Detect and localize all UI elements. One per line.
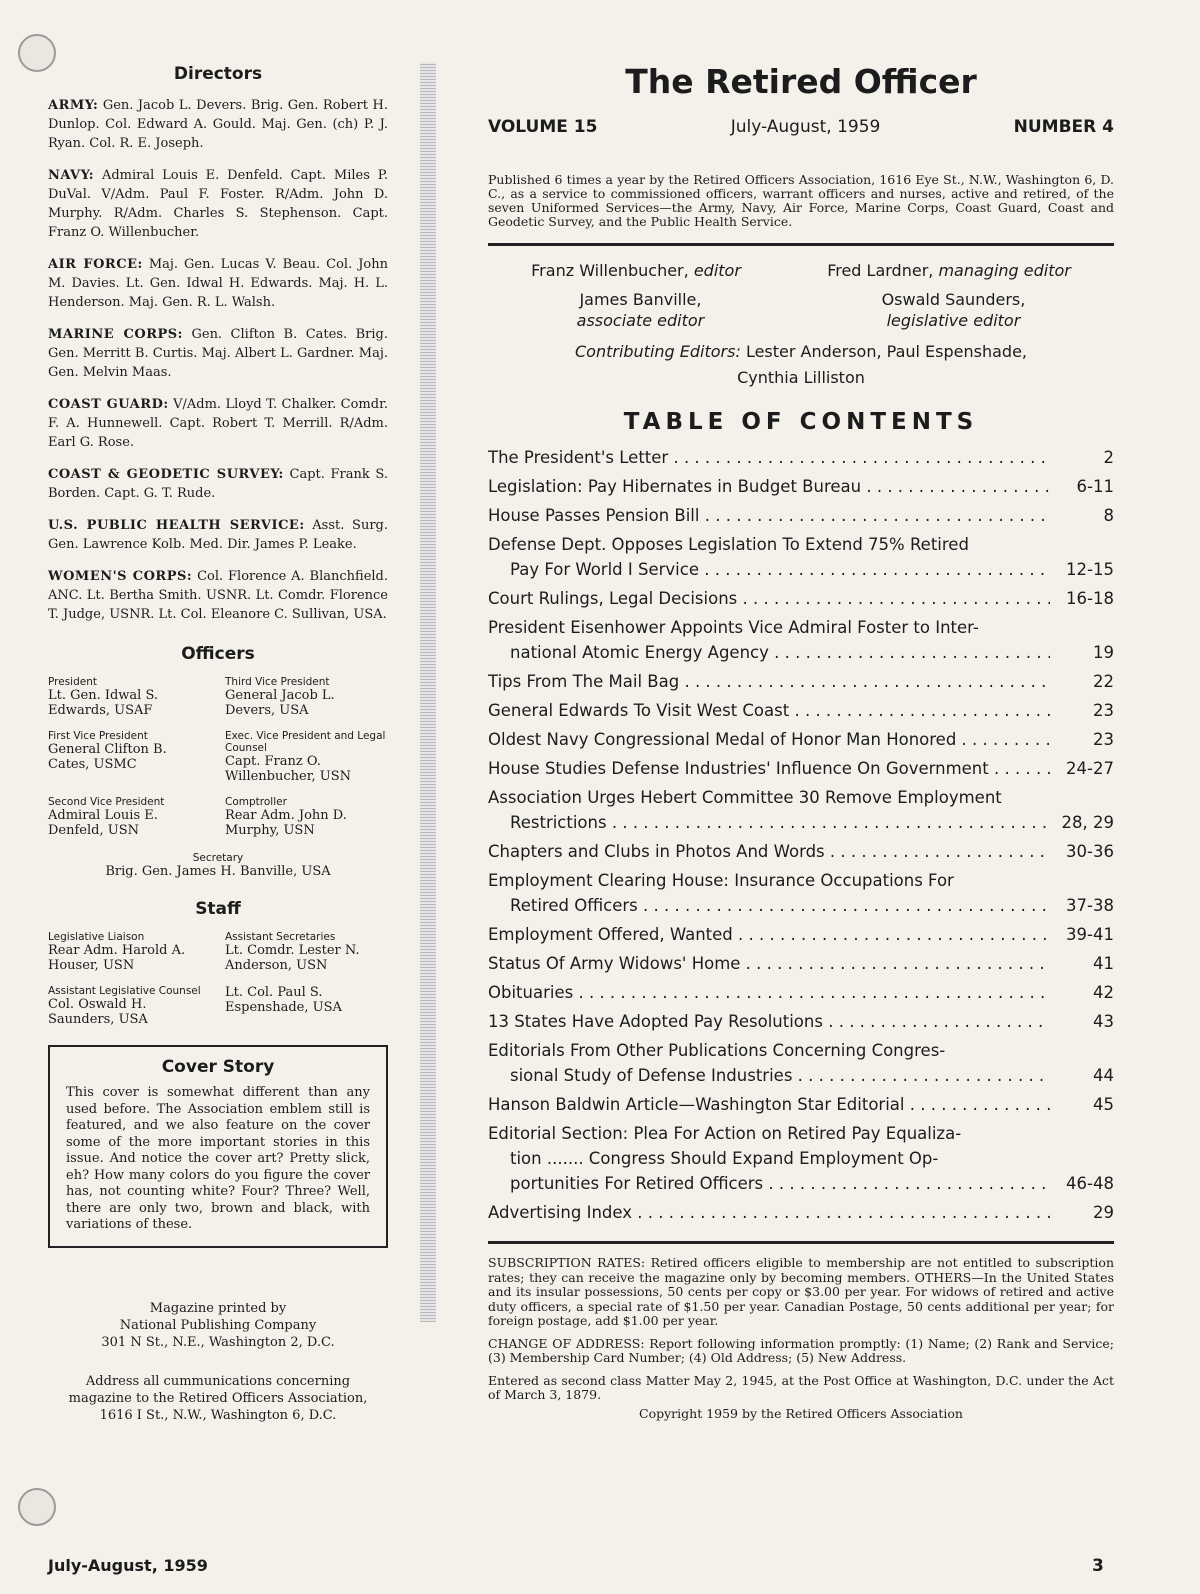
toc-title-line: Employment Clearing House: Insurance Occupations For [488, 871, 954, 890]
editor-name: Oswald Saunders, [881, 290, 1026, 309]
toc-title-line: General Edwards To Visit West Coast . . . [488, 698, 1050, 723]
address-info [48, 1373, 388, 1424]
director-group-names: Gen. Clifton B. Cates. Brig. Gen. Merritt B. Curtis. Maj. Albert L. Gardner. Maj. Gen. Melvin Maas. [48, 327, 389, 380]
director-group [48, 516, 388, 554]
toc-entry [488, 951, 1114, 976]
toc-page-number: 24-27 [1066, 759, 1114, 778]
director-group-label: U.S. PUBLIC HEALTH SERVICE: [48, 518, 305, 533]
address-line: magazine to the Retired Officers Association, [68, 1390, 368, 1406]
toc-page-number: 42 [1093, 983, 1114, 1002]
toc-title [488, 980, 1050, 1005]
director-group-label: COAST & GEODETIC SURVEY: [48, 467, 284, 482]
editor-role: managing editor [938, 261, 1071, 280]
toc-title [488, 586, 1050, 611]
toc-page-number: 12-15 [1066, 560, 1114, 579]
person-role: Assistant Secretaries [225, 931, 336, 943]
toc-entry [488, 1200, 1114, 1225]
director-group [48, 96, 388, 153]
director-group-names: Maj. Gen. Lucas V. Beau. Col. John M. Davies. Lt. Gen. Idwal H. Edwards. Maj. H. L. Henderson. Maj. Gen. R. L. Walsh. [48, 257, 388, 310]
toc-title-line: Pay For World I Service . . . [488, 557, 1050, 582]
person-role: Legislative Liaison [48, 931, 145, 943]
toc-title-line: national Atomic Energy Agency . . . [488, 640, 1050, 665]
director-group-names: Admiral Louis E. Denfeld. Capt. Miles P. DuVal. V/Adm. Paul F. Foster. R/Adm. John D. Murphy. R/Adm. Charles S. Stephenson. Capt. Franz O. Willenbucher. [48, 168, 388, 240]
toc-title-line: Obituaries . . . [488, 980, 1050, 1005]
toc-entry [488, 1009, 1114, 1034]
director-group-label: AIR FORCE: [48, 257, 143, 272]
issue-number: NUMBER 4 [1013, 117, 1114, 137]
toc-page-number: 23 [1093, 730, 1114, 749]
toc-entry [488, 503, 1114, 528]
toc-title [488, 868, 1050, 918]
toc-page-number: 30-36 [1066, 842, 1114, 861]
toc-entry [488, 1092, 1114, 1117]
contrib-label: Contributing Editors: [574, 342, 741, 361]
toc-page-number: 39-41 [1066, 925, 1114, 944]
toc-title-line: tion ....... Congress Should Expand Employment Op- [510, 1149, 939, 1168]
director-group [48, 567, 388, 624]
toc-title [488, 951, 1050, 976]
rule [488, 243, 1114, 246]
toc-title-line: The President's Letter . . . [488, 445, 1050, 470]
toc-page-number: 29 [1093, 1203, 1114, 1222]
toc-page-number: 44 [1093, 1066, 1114, 1085]
director-group [48, 166, 388, 242]
toc-entry [488, 615, 1114, 665]
director-group-names: Asst. Surg. Gen. Lawrence Kolb. Med. Dir. James P. Leake. [48, 518, 388, 552]
toc-title [488, 727, 1050, 752]
copyright: Copyright 1959 by the Retired Officers Association [639, 1405, 963, 1421]
toc-title [488, 532, 1050, 582]
toc-title-line: Oldest Navy Congressional Medal of Honor Man Honored . . . [488, 727, 1050, 752]
secretary-name: Brig. Gen. James H. Banville, USA [105, 864, 331, 879]
toc-entry [488, 922, 1114, 947]
toc-title [488, 1038, 1050, 1088]
toc-entry [488, 698, 1114, 723]
toc-entry [488, 1121, 1114, 1196]
publication-note: Published 6 times a year by the Retired Officers Association, 1616 Eye St., N.W., Washington 6, D. C., as a service to commissioned officers, warrant officers and nurses, active and retired, of the seven Uniformed Services—the Army, Navy, Air Force, Marine Corps, Coast Guard, Coast and Geodetic Survey, and the Public Health Service. [488, 172, 1114, 229]
director-group-label: MARINE CORPS: [48, 327, 183, 342]
toc-title-line: Legislation: Pay Hibernates in Budget Bureau . . . [488, 474, 1050, 499]
toc-title-line: House Studies Defense Industries' Influence On Government . . . [488, 756, 1050, 781]
person-role: First Vice President [48, 730, 148, 742]
toc-entry [488, 474, 1114, 499]
toc-title [488, 503, 1050, 528]
toc-title [488, 1200, 1050, 1225]
editor-role: editor [693, 261, 741, 280]
toc-title-line: 13 States Have Adopted Pay Resolutions . . . [488, 1009, 1050, 1034]
person-entry [48, 730, 211, 784]
address-line: Address all cummunications concerning [85, 1373, 351, 1389]
printer-line: National Publishing Company [119, 1317, 317, 1333]
person-entry [225, 676, 388, 718]
toc-title [488, 756, 1050, 781]
cover-story-text: This cover is somewhat different than any used before. The Association emblem still is featured, and we also feature on the cover some of the more important stories in this issue. And notice the cover art? Pretty slick, eh? How many colors do you figure the cover has, not counting white? Four? Three? Well, there are only two, brown and black, with variations of these. [66, 1085, 370, 1232]
toc-heading: TABLE OF CONTENTS [623, 409, 979, 435]
staff-heading: Staff [195, 899, 241, 919]
person-name: Capt. Franz O. Willenbucher, USN [225, 754, 352, 784]
printer-info [48, 1300, 388, 1351]
person-entry [48, 676, 211, 718]
toc-title [488, 474, 1050, 499]
issue-date: July-August, 1959 [730, 117, 881, 137]
toc-title-line: Association Urges Hebert Committee 30 Remove Employment [488, 788, 1002, 807]
toc-title [488, 1121, 1050, 1196]
page-number: 3 [1092, 1556, 1104, 1576]
person-name: Lt. Gen. Idwal S. Edwards, USAF [48, 688, 159, 718]
director-group [48, 395, 388, 452]
officers-list [48, 676, 388, 838]
rule [488, 1241, 1114, 1244]
toc-title-line: Defense Dept. Opposes Legislation To Extend 75% Retired [488, 535, 969, 554]
editor-entry [531, 260, 741, 281]
toc-title [488, 698, 1050, 723]
contributing-editors [488, 339, 1114, 391]
director-group-label: COAST GUARD: [48, 397, 169, 412]
toc-title-line: Status Of Army Widows' Home . . . [488, 951, 1050, 976]
director-group-names: Capt. Frank S. Borden. Capt. G. T. Rude. [48, 467, 388, 501]
toc-page-number: 2 [1103, 448, 1114, 467]
director-group-label: WOMEN'S CORPS: [48, 569, 193, 584]
person-entry [225, 931, 388, 973]
director-group [48, 465, 388, 503]
person-role: President [48, 676, 97, 688]
toc-entry [488, 669, 1114, 694]
cover-story-title: Cover Story [161, 1057, 275, 1077]
contrib-names: Lester Anderson, Paul Espenshade, [745, 342, 1028, 361]
officers-heading: Officers [181, 644, 255, 664]
secretary-role: Secretary [192, 852, 244, 864]
toc-title-line: Editorial Section: Plea For Action on Retired Pay Equaliza- [488, 1124, 962, 1143]
toc-title [488, 669, 1050, 694]
toc-page-number: 46-48 [1066, 1174, 1114, 1193]
editor-name: James Banville, [579, 290, 702, 309]
toc-page-number: 16-18 [1066, 589, 1114, 608]
volume-line [488, 117, 1114, 137]
person-role: Second Vice President [48, 796, 165, 808]
toc-title-line: Restrictions . . . [488, 810, 1050, 835]
person-role: Comptroller [225, 796, 287, 808]
toc-entry [488, 868, 1114, 918]
staff-list [48, 931, 388, 1027]
editors-block [488, 260, 1114, 391]
punch-hole-bottom [18, 1488, 56, 1526]
directors-heading: Directors [173, 64, 263, 84]
toc-page-number: 37-38 [1066, 896, 1114, 915]
toc-entry [488, 586, 1114, 611]
table-of-contents [488, 445, 1114, 1225]
address-line: 1616 I St., N.W., Washington 6, D.C. [99, 1407, 337, 1423]
toc-entry [488, 445, 1114, 470]
person-entry [48, 931, 211, 973]
toc-title-line: Hanson Baldwin Article—Washington Star Editorial . . . [488, 1092, 1050, 1117]
person-role: Third Vice President [225, 676, 330, 688]
editor-role: associate editor [576, 311, 705, 330]
person-role: Assistant Legislative Counsel [48, 985, 201, 997]
right-column [488, 60, 1114, 1421]
toc-page-number: 19 [1093, 643, 1114, 662]
toc-title [488, 785, 1050, 835]
director-group-label: ARMY: [48, 98, 99, 113]
toc-entry [488, 532, 1114, 582]
person-entry [48, 796, 211, 838]
toc-page-number: 6-11 [1076, 477, 1114, 496]
toc-page-number: 8 [1103, 506, 1114, 525]
editor-entry [882, 289, 1026, 331]
toc-page-number: 22 [1093, 672, 1114, 691]
person-entry [225, 796, 388, 838]
editor-role: legislative editor [886, 311, 1021, 330]
subscription-rates: SUBSCRIPTION RATES: Retired officers eligible to membership are not entitled to subscription rates; they can receive the magazine only by becoming members. OTHERS—In the United States and its insular possessions, 50 cents per copy or $3.00 per year. For widows of retired and active duty officers, a special rate of $1.50 per year. Canadian Postage, 50 cents additional per year; for foreign postage, add $1.00 per year. [488, 1255, 1114, 1328]
toc-page-number: 43 [1093, 1012, 1114, 1031]
toc-title-line: sional Study of Defense Industries . . . [488, 1063, 1050, 1088]
printer-line: Magazine printed by [149, 1300, 287, 1316]
left-column [48, 60, 388, 1424]
editor-name: Franz Willenbucher, [531, 261, 689, 280]
toc-title [488, 922, 1050, 947]
director-group [48, 325, 388, 382]
cover-story-box [48, 1045, 388, 1248]
toc-title [488, 1009, 1050, 1034]
toc-title-line: House Passes Pension Bill . . . [488, 503, 1050, 528]
toc-entry [488, 1038, 1114, 1088]
entry-notice: Entered as second class Matter May 2, 1945, at the Post Office at Washington, D.C. under the Act of March 3, 1879. [488, 1372, 1114, 1402]
directors-list [48, 96, 388, 624]
secretary [48, 852, 388, 879]
person-role: Exec. Vice President and Legal Counsel [225, 730, 386, 754]
toc-title [488, 1092, 1050, 1117]
toc-entry [488, 839, 1114, 864]
toc-entry [488, 727, 1114, 752]
toc-title-line: Tips From The Mail Bag . . . [488, 669, 1050, 694]
person-entry [225, 730, 388, 784]
toc-title-line: President Eisenhower Appoints Vice Admiral Foster to Inter- [488, 618, 979, 637]
toc-title-line: Advertising Index . . . [488, 1200, 1050, 1225]
person-name: Admiral Louis E. Denfeld, USN [48, 808, 158, 838]
toc-page-number: 45 [1093, 1095, 1114, 1114]
toc-title-line: Employment Offered, Wanted . . . [488, 922, 1050, 947]
contrib-names: Cynthia Lilliston [737, 368, 865, 387]
change-of-address: CHANGE OF ADDRESS: Report following information promptly: (1) Name; (2) Rank and Service; (3) Membership Card Number; (4) Old Address; (5) New Address. [488, 1335, 1114, 1365]
person-name: Col. Oswald H. Saunders, USA [48, 997, 148, 1027]
toc-title [488, 615, 1050, 665]
editor-entry [577, 289, 705, 331]
toc-title-line: Editorials From Other Publications Concerning Congres- [488, 1041, 946, 1060]
person-name: Lt. Col. Paul S. Espenshade, USA [225, 985, 342, 1015]
toc-page-number: 23 [1093, 701, 1114, 720]
person-name: Lt. Comdr. Lester N. Anderson, USN [225, 943, 360, 973]
person-name: General Clifton B. Cates, USMC [48, 742, 167, 772]
column-divider [420, 62, 436, 1322]
director-group-names: Gen. Jacob L. Devers. Brig. Gen. Robert H. Dunlop. Col. Edward A. Gould. Maj. Gen. (ch) P. J. Ryan. Col. R. E. Joseph. [48, 98, 388, 151]
director-group-names: V/Adm. Lloyd T. Chalker. Comdr. F. A. Hunnewell. Capt. Robert T. Merrill. R/Adm. Earl G. Rose. [48, 397, 388, 450]
person-name: Rear Adm. John D. Murphy, USN [225, 808, 347, 838]
toc-title-line: Court Rulings, Legal Decisions . . . [488, 586, 1050, 611]
toc-title-line: portunities For Retired Officers . . . [488, 1171, 1050, 1196]
editor-name: Fred Lardner, [827, 261, 934, 280]
toc-title [488, 839, 1050, 864]
volume-number: VOLUME 15 [488, 117, 598, 137]
toc-page-number: 28, 29 [1061, 813, 1114, 832]
person-entry [48, 985, 211, 1027]
person-entry [225, 985, 388, 1027]
editor-entry [827, 260, 1071, 281]
toc-title [488, 445, 1050, 470]
toc-title-line: Retired Officers . . . [488, 893, 1050, 918]
director-group-label: NAVY: [48, 168, 95, 183]
person-name: Rear Adm. Harold A. Houser, USN [48, 943, 186, 973]
toc-entry [488, 785, 1114, 835]
magazine-title: The Retired Officer [625, 62, 977, 101]
director-group-names: Col. Florence A. Blanchfield. ANC. Lt. Bertha Smith. USNR. Lt. Comdr. Florence T. Judge, USNR. Lt. Col. Eleanore C. Sullivan, USA. [48, 569, 389, 622]
toc-title-line: Chapters and Clubs in Photos And Words . . . [488, 839, 1050, 864]
person-name: General Jacob L. Devers, USA [225, 688, 335, 718]
printer-line: 301 N St., N.E., Washington 2, D.C. [101, 1334, 335, 1350]
toc-entry [488, 756, 1114, 781]
director-group [48, 255, 388, 312]
toc-entry [488, 980, 1114, 1005]
toc-page-number: 41 [1093, 954, 1114, 973]
footer-date: July-August, 1959 [48, 1556, 208, 1575]
